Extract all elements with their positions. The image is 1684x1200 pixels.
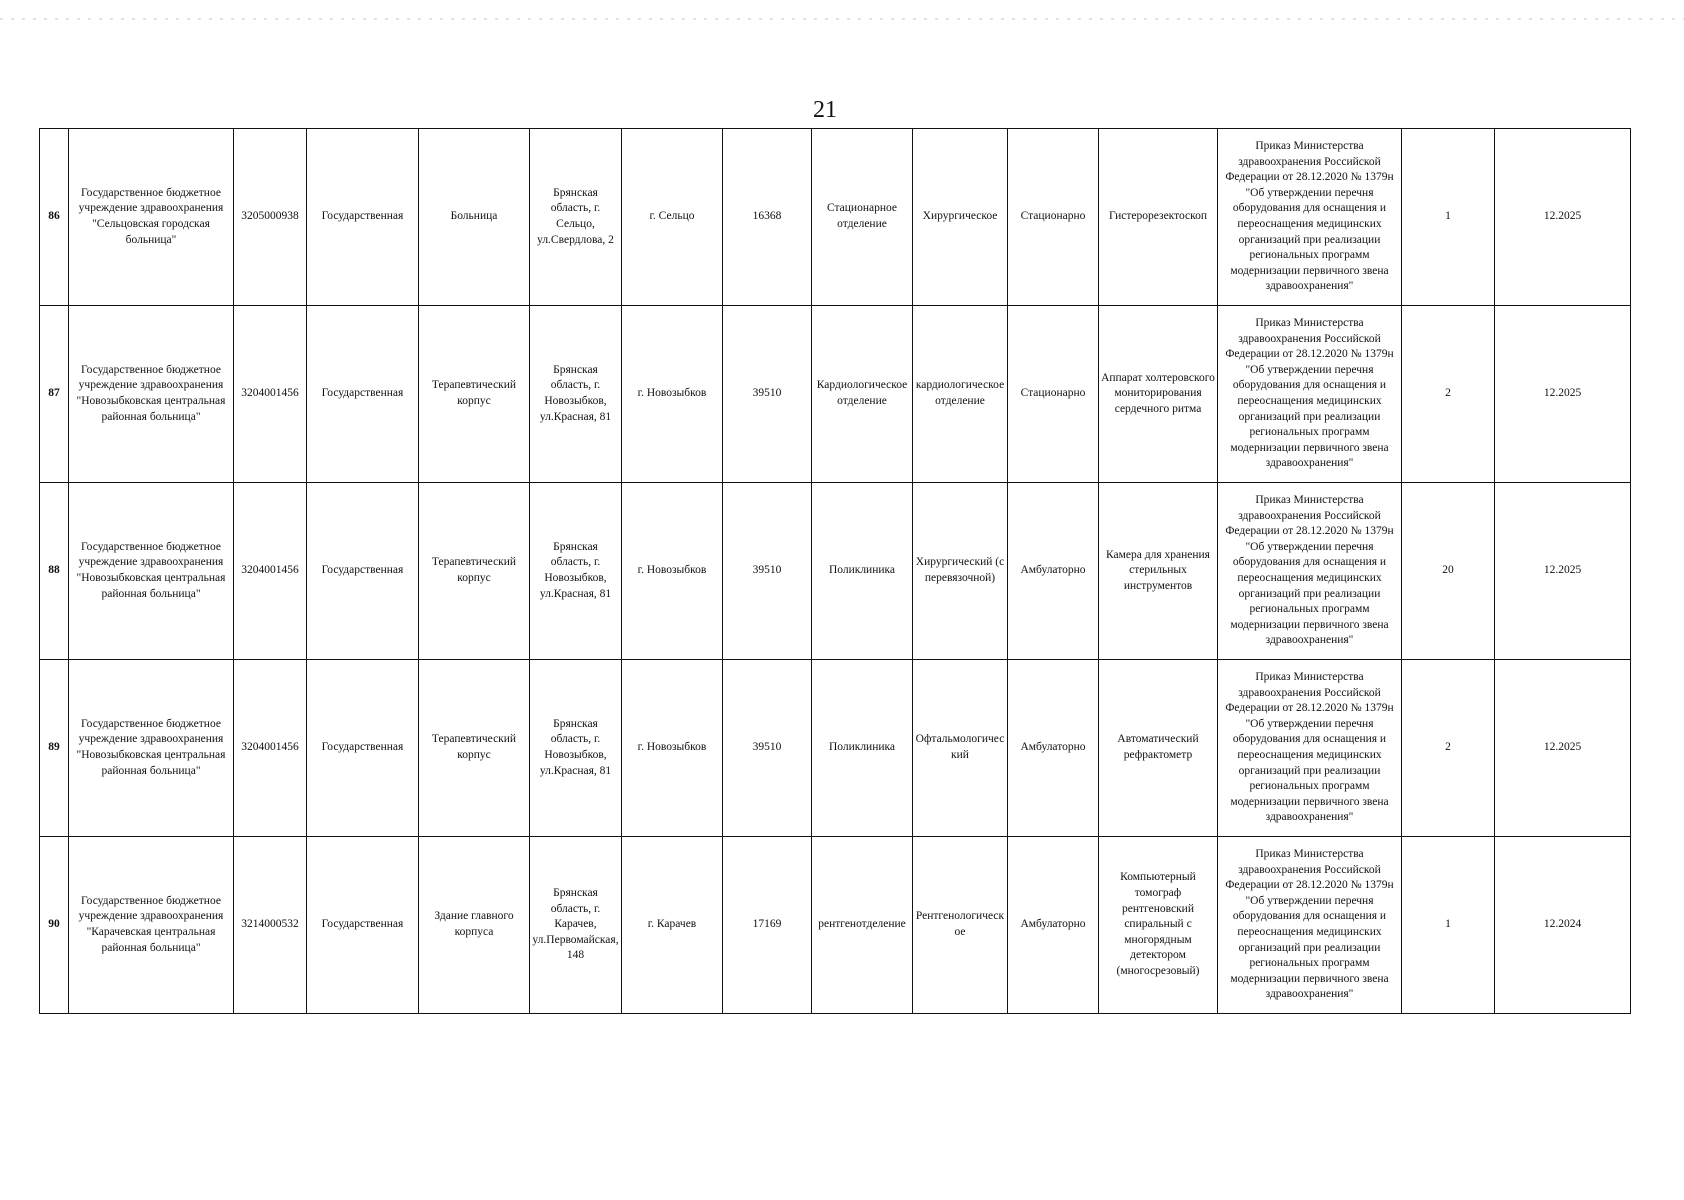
building-name: Терапевтический корпус [419, 483, 530, 660]
ownership-form: Государственная [307, 660, 419, 837]
city: г. Карачев [622, 837, 723, 1014]
profile: Рентгенологическое [913, 837, 1008, 1014]
care-type: Стационарно [1008, 306, 1099, 483]
address: Брянская область, г. Новозыбков, ул.Красная, 81 [530, 660, 622, 837]
delivery-date: 12.2025 [1495, 483, 1631, 660]
ownership-form: Государственная [307, 129, 419, 306]
page-number: 21 [813, 97, 837, 123]
address: Брянская область, г. Новозыбков, ул.Красная, 81 [530, 306, 622, 483]
table-row [40, 483, 1631, 660]
quantity: 2 [1402, 660, 1495, 837]
organization-name: Государственное бюджетное учреждение здравоохранения "Новозыбковская центральная районная больница" [69, 306, 234, 483]
ownership-form: Государственная [307, 483, 419, 660]
building-name: Здание главного корпуса [419, 837, 530, 1014]
row-number: 86 [40, 129, 69, 306]
profile: Хирургический (с перевязочной) [913, 483, 1008, 660]
equipment-name: Камера для хранения стерильных инструментов [1099, 483, 1218, 660]
ownership-form: Государственная [307, 837, 419, 1014]
inn-code: 3204001456 [234, 306, 307, 483]
address: Брянская область, г. Новозыбков, ул.Красная, 81 [530, 483, 622, 660]
oktmo-code: 39510 [723, 306, 812, 483]
address: Брянская область, г. Сельцо, ул.Свердлова, 2 [530, 129, 622, 306]
equipment-name: Аппарат холтеровского мониторирования сердечного ритма [1099, 306, 1218, 483]
inn-code: 3205000938 [234, 129, 307, 306]
quantity: 20 [1402, 483, 1495, 660]
scan-artifact-line [0, 18, 1684, 20]
oktmo-code: 16368 [723, 129, 812, 306]
inn-code: 3204001456 [234, 660, 307, 837]
table-row [40, 129, 1631, 306]
legal-basis: Приказ Министерства здравоохранения Российской Федерации от 28.12.2020 № 1379н "Об утверждении перечня оборудования для оснащения и переоснащения медицинских организаций при реализации региональных программ модернизации первичного звена здравоохранения" [1218, 129, 1402, 306]
delivery-date: 12.2025 [1495, 660, 1631, 837]
profile: кардиологическое отделение [913, 306, 1008, 483]
department: Поликлиника [812, 483, 913, 660]
row-number: 90 [40, 837, 69, 1014]
quantity: 2 [1402, 306, 1495, 483]
care-type: Амбулаторно [1008, 660, 1099, 837]
city: г. Сельцо [622, 129, 723, 306]
organization-name: Государственное бюджетное учреждение здравоохранения "Карачевская центральная районная больница" [69, 837, 234, 1014]
department: Поликлиника [812, 660, 913, 837]
city: г. Новозыбков [622, 483, 723, 660]
city: г. Новозыбков [622, 660, 723, 837]
building-name: Терапевтический корпус [419, 660, 530, 837]
organization-name: Государственное бюджетное учреждение здравоохранения "Новозыбковская центральная районная больница" [69, 483, 234, 660]
legal-basis: Приказ Министерства здравоохранения Российской Федерации от 28.12.2020 № 1379н "Об утверждении перечня оборудования для оснащения и переоснащения медицинских организаций при реализации региональных программ модернизации первичного звена здравоохранения" [1218, 483, 1402, 660]
table-row [40, 837, 1631, 1014]
legal-basis: Приказ Министерства здравоохранения Российской Федерации от 28.12.2020 № 1379н "Об утверждении перечня оборудования для оснащения и переоснащения медицинских организаций при реализации региональных программ модернизации первичного звена здравоохранения" [1218, 306, 1402, 483]
department: Кардиологическое отделение [812, 306, 913, 483]
equipment-table [39, 128, 1631, 1014]
oktmo-code: 17169 [723, 837, 812, 1014]
equipment-name: Гистерорезектоскоп [1099, 129, 1218, 306]
quantity: 1 [1402, 837, 1495, 1014]
delivery-date: 12.2024 [1495, 837, 1631, 1014]
legal-basis: Приказ Министерства здравоохранения Российской Федерации от 28.12.2020 № 1379н "Об утверждении перечня оборудования для оснащения и переоснащения медицинских организаций при реализации региональных программ модернизации первичного звена здравоохранения" [1218, 660, 1402, 837]
equipment-name: Автоматический рефрактометр [1099, 660, 1218, 837]
organization-name: Государственное бюджетное учреждение здравоохранения "Новозыбковская центральная районная больница" [69, 660, 234, 837]
care-type: Стационарно [1008, 129, 1099, 306]
row-number: 87 [40, 306, 69, 483]
department: Стационарное отделение [812, 129, 913, 306]
address: Брянская область, г. Карачев, ул.Первомайская, 148 [530, 837, 622, 1014]
legal-basis: Приказ Министерства здравоохранения Российской Федерации от 28.12.2020 № 1379н "Об утверждении перечня оборудования для оснащения и переоснащения медицинских организаций при реализации региональных программ модернизации первичного звена здравоохранения" [1218, 837, 1402, 1014]
profile: Офтальмологический [913, 660, 1008, 837]
row-number: 88 [40, 483, 69, 660]
inn-code: 3214000532 [234, 837, 307, 1014]
organization-name: Государственное бюджетное учреждение здравоохранения "Сельцовская городская больница" [69, 129, 234, 306]
row-number: 89 [40, 660, 69, 837]
delivery-date: 12.2025 [1495, 306, 1631, 483]
care-type: Амбулаторно [1008, 837, 1099, 1014]
profile: Хирургическое [913, 129, 1008, 306]
quantity: 1 [1402, 129, 1495, 306]
delivery-date: 12.2025 [1495, 129, 1631, 306]
inn-code: 3204001456 [234, 483, 307, 660]
oktmo-code: 39510 [723, 483, 812, 660]
equipment-name: Компьютерный томограф рентгеновский спиральный с многорядным детектором (многосрезовый) [1099, 837, 1218, 1014]
care-type: Амбулаторно [1008, 483, 1099, 660]
city: г. Новозыбков [622, 306, 723, 483]
ownership-form: Государственная [307, 306, 419, 483]
oktmo-code: 39510 [723, 660, 812, 837]
building-name: Больница [419, 129, 530, 306]
table-row [40, 660, 1631, 837]
department: рентгенотделение [812, 837, 913, 1014]
table-row [40, 306, 1631, 483]
table-body [40, 129, 1631, 1014]
building-name: Терапевтический корпус [419, 306, 530, 483]
